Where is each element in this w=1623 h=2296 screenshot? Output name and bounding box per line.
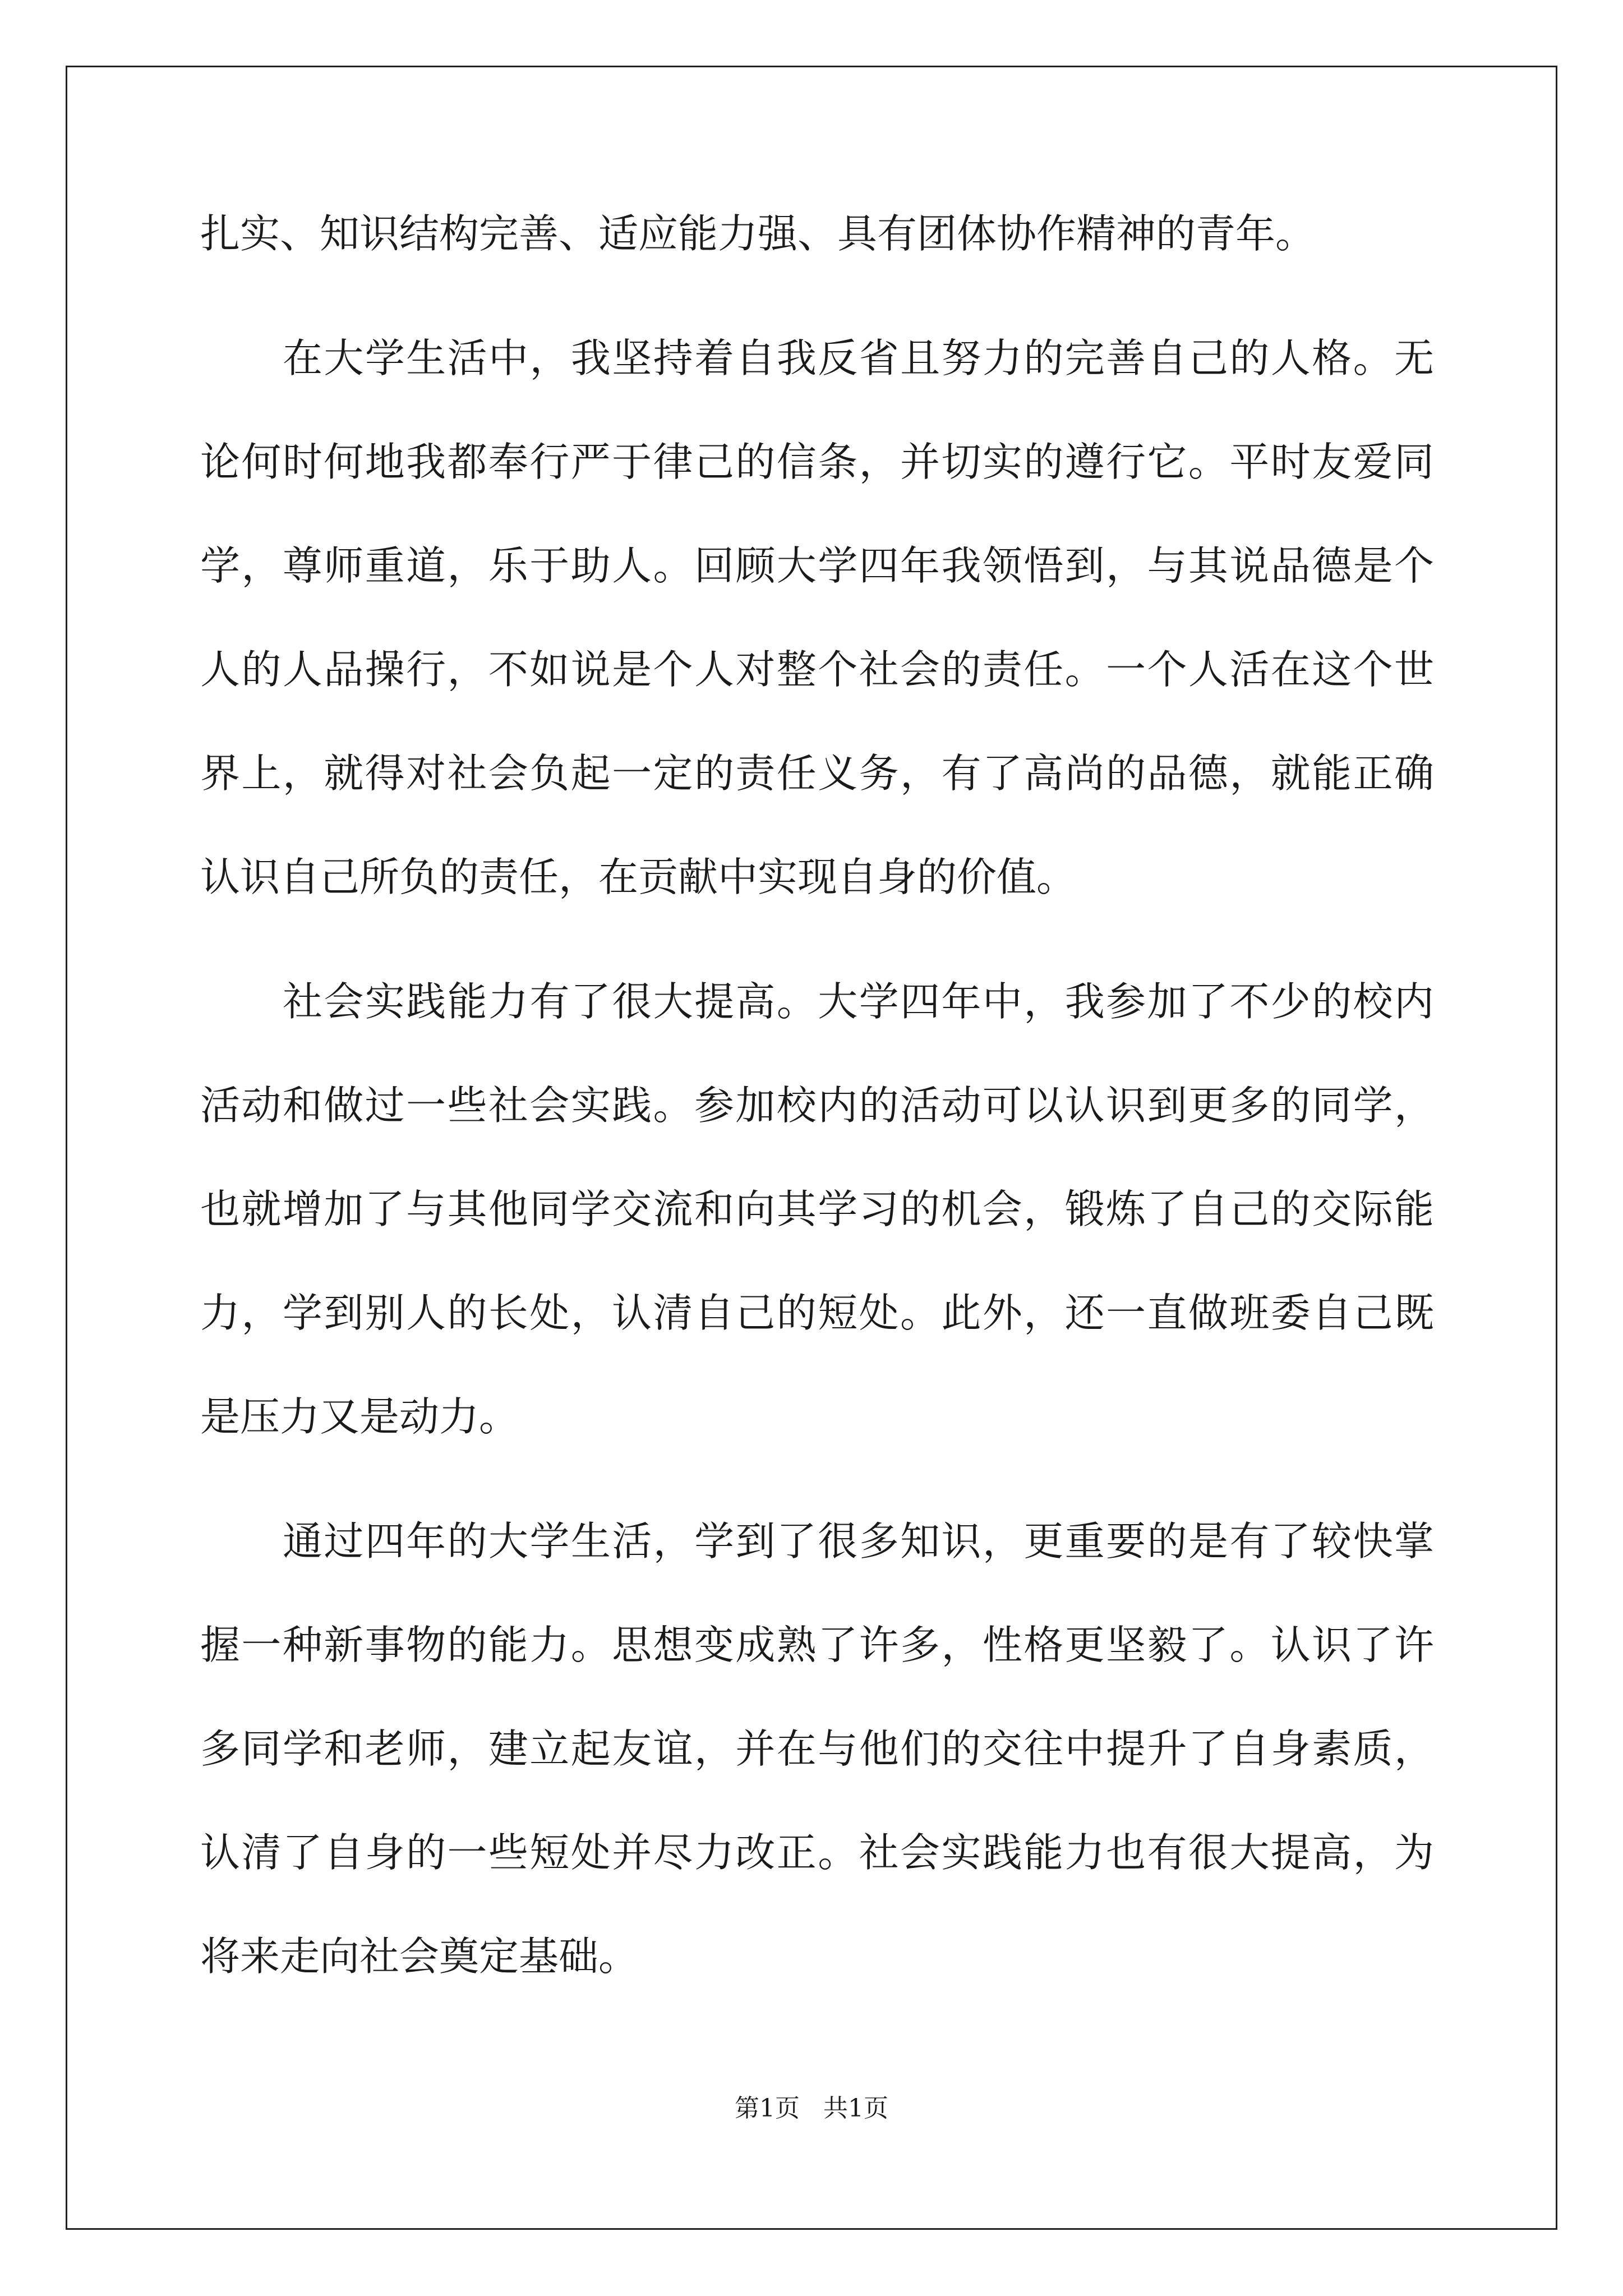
text-line: 力，学到别人的长处，认清自己的短处。此外，还一直做班委自己既 bbox=[200, 1290, 1434, 1336]
text-line: 认清了自身的一些短处并尽力改正。社会实践能力也有很大提高，为 bbox=[200, 1829, 1434, 1876]
text-line: 界上，就得对社会负起一定的责任义务，有了高尚的品德，就能正确 bbox=[200, 750, 1434, 797]
text-line: 活动和做过一些社会实践。参加校内的活动可以认识到更多的同学， bbox=[200, 1082, 1434, 1129]
text-line: 将来走向社会奠定基础。 bbox=[200, 1933, 639, 1980]
text-line: 是压力又是动力。 bbox=[200, 1393, 519, 1440]
text-line: 认识自己所负的责任，在贡献中实现自身的价值。 bbox=[200, 854, 1077, 900]
text-line: 论何时何地我都奉行严于律己的信条，并切实的遵行它。平时友爱同 bbox=[200, 439, 1434, 485]
text-line: 社会实践能力有了很大提高。大学四年中，我参加了不少的校内 bbox=[283, 978, 1434, 1025]
text-line: 通过四年的大学生活，学到了很多知识，更重要的是有了较快掌 bbox=[283, 1518, 1434, 1565]
text-line: 学，尊师重道，乐于助人。回顾大学四年我领悟到，与其说品德是个 bbox=[200, 542, 1434, 589]
text-line: 多同学和老师，建立起友谊，并在与他们的交往中提升了自身素质， bbox=[200, 1726, 1434, 1772]
text-line: 扎实、知识结构完善、适应能力强、具有团体协作精神的青年。 bbox=[200, 210, 1316, 257]
text-line: 握一种新事物的能力。思想变成熟了许多，性格更坚毅了。认识了许 bbox=[200, 1622, 1434, 1668]
page-border bbox=[66, 66, 1557, 2230]
text-line: 在大学生活中，我坚持着自我反省且努力的完善自己的人格。无 bbox=[283, 335, 1434, 381]
page-footer: 第1页 共1页 bbox=[735, 2094, 888, 2123]
text-line: 人的人品操行，不如说是个人对整个社会的责任。一个人活在这个世 bbox=[200, 646, 1434, 693]
text-line: 也就增加了与其他同学交流和向其学习的机会，锻炼了自己的交际能 bbox=[200, 1186, 1434, 1232]
